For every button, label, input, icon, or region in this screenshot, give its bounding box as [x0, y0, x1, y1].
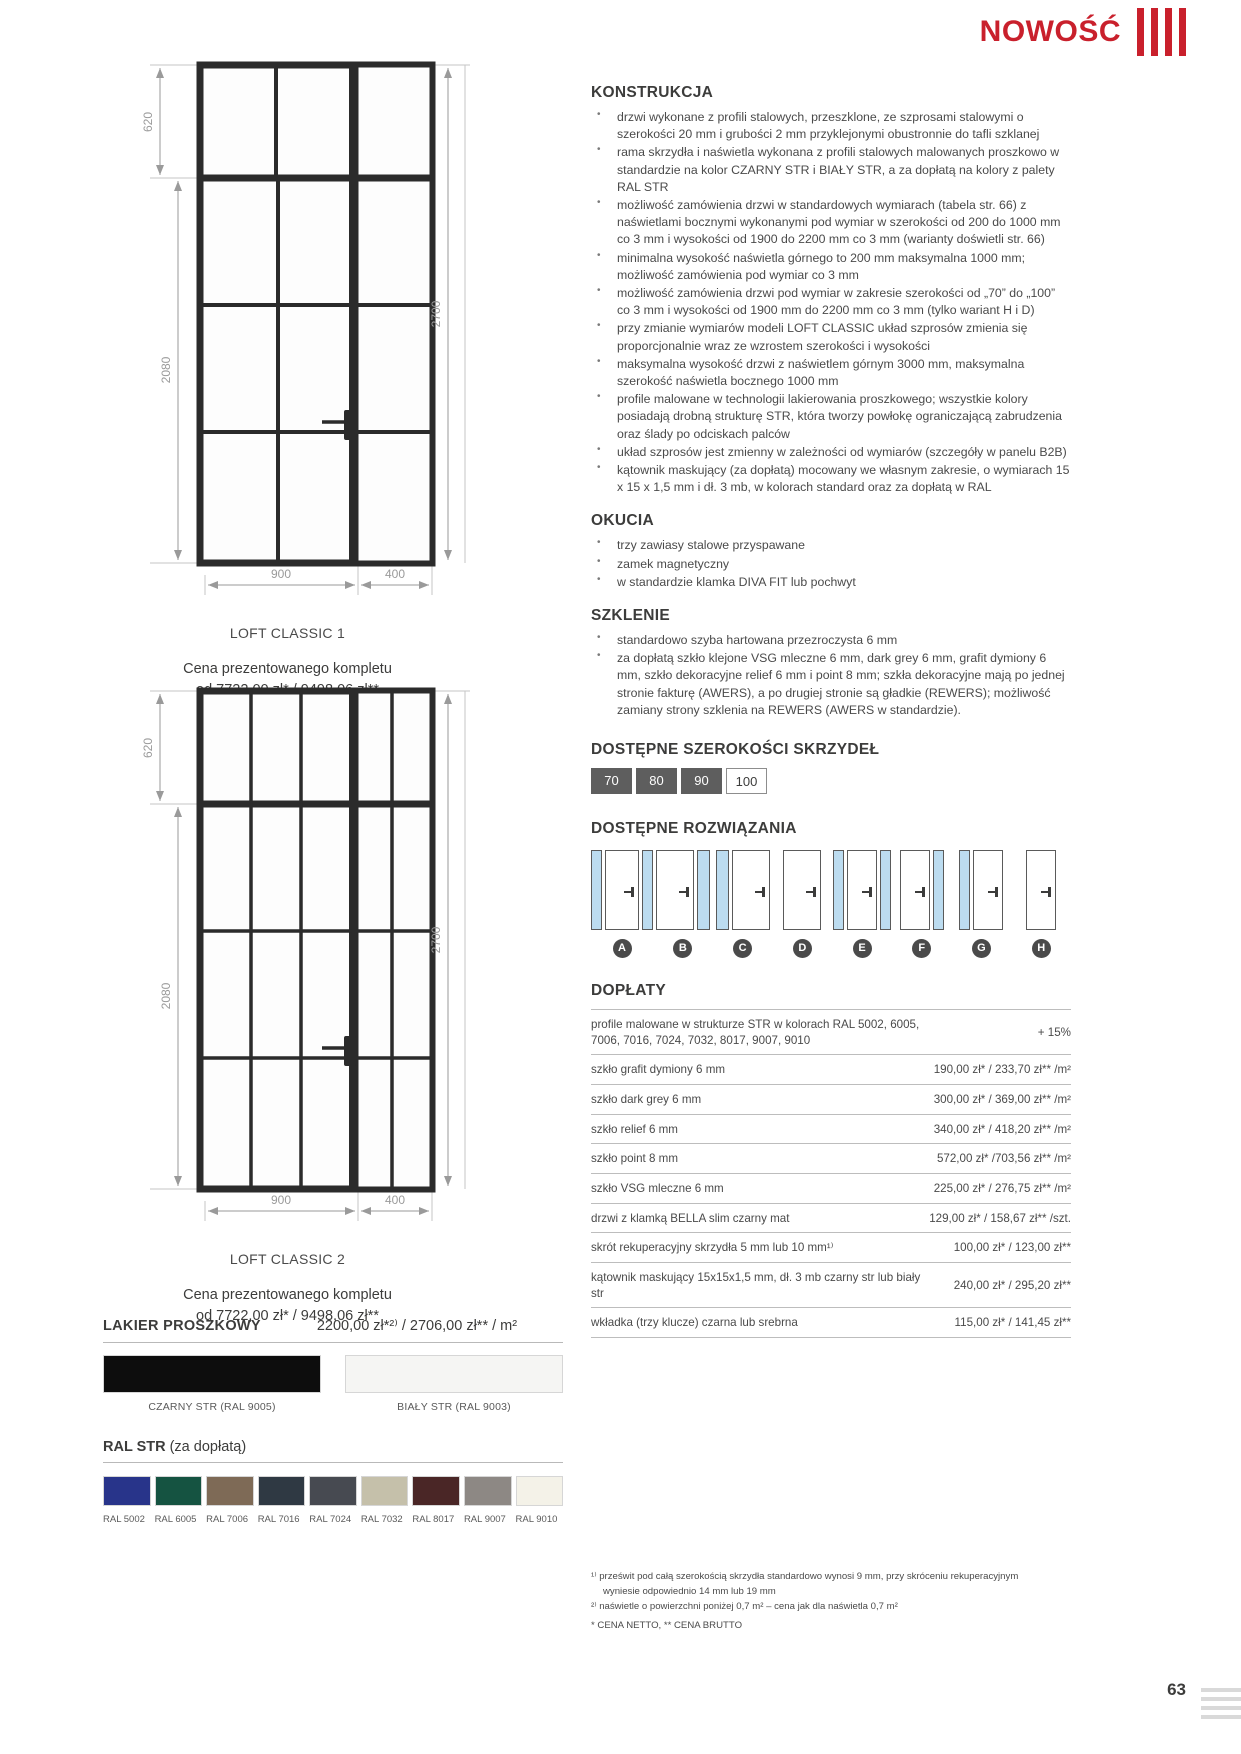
dim-total-2: 2700 — [429, 926, 443, 954]
solution-A[interactable] — [591, 850, 653, 958]
glass-panel — [933, 850, 944, 930]
swatch-item — [103, 1355, 321, 1413]
footnote-1: ¹⁾ prześwit pod całą szerokością skrzydła standardowo wynosi 9 mm, przy skróceniu rekuperacyjnym — [591, 1571, 1019, 1582]
door-leaf — [900, 850, 930, 930]
corner-bars-decor — [1201, 1688, 1241, 1724]
ral-label-9007: RAL 9007 — [463, 1514, 506, 1525]
solution-C-diagram — [713, 850, 773, 930]
doplaty-label: profile malowane w strukturze STR w kolorach RAL 5002, 6005, 7006, 7016, 7024, 7032, 8017, 9007, 9010 — [591, 1010, 929, 1055]
okucia-heading: OKUCIA — [591, 512, 654, 530]
solution-D-diagram — [772, 850, 832, 930]
solution-G[interactable] — [952, 850, 1012, 958]
dim-wside-1: 400 — [384, 567, 406, 581]
solution-letter-F: F — [912, 939, 931, 958]
doplaty-label: drzwi z klamką BELLA slim czarny mat — [591, 1203, 929, 1233]
ral-item — [206, 1476, 254, 1525]
solutions-heading: DOSTĘPNE ROZWIĄZANIA — [591, 820, 797, 838]
ral-chip-9010[interactable] — [516, 1476, 564, 1506]
table-row — [591, 1233, 1071, 1263]
dim-mid-1: 2080 — [159, 356, 173, 384]
glass-panel — [833, 850, 844, 930]
ral-item — [464, 1476, 512, 1525]
doplaty-heading: DOPŁATY — [591, 982, 667, 1000]
list-item: • za dopłatą szkło klejone VSG mleczne 6 mm, dark grey 6 mm, grafit dymiony 6 mm, szkło dekoracyjne relief 6 mm i point 8 mm; szkła dekoracyjne mają po jednej stronie fakturę (AWERS), a po drugiej stronie są gładkie (REWERS); możliwość zamiany strony szklenia na REWERS (AWERS w standardzie). — [591, 650, 1071, 719]
doplaty-value: 572,00 zł* /703,56 zł** /m² — [929, 1144, 1071, 1174]
table-row — [591, 1173, 1071, 1203]
solution-letter-C: C — [733, 939, 752, 958]
table-row — [591, 1308, 1071, 1338]
ral-swatch-row — [103, 1476, 563, 1525]
dim-wside-2: 400 — [384, 1193, 406, 1207]
lakier-price: 2200,00 zł*²⁾ / 2706,00 zł** / m² — [316, 1318, 518, 1334]
width-chip-100[interactable]: 100 — [726, 768, 767, 794]
table-row — [591, 1055, 1071, 1085]
doplaty-label: szkło VSG mleczne 6 mm — [591, 1173, 929, 1203]
door-leaf — [1026, 850, 1056, 930]
ral-label-9010: RAL 9010 — [515, 1514, 558, 1525]
solution-letter-A: A — [613, 939, 632, 958]
list-item: • w standardzie klamka DIVA FIT lub pochwyt — [591, 574, 1071, 591]
lakier-proszkowy-section — [103, 1318, 563, 1525]
ral-chip-7024[interactable] — [309, 1476, 357, 1506]
solutions-row — [591, 850, 1071, 958]
solution-G-diagram — [952, 850, 1012, 930]
doplaty-value: 225,00 zł* / 276,75 zł** /m² — [929, 1173, 1071, 1203]
nowosc-label: NOWOŚĆ — [979, 15, 1121, 48]
solution-F[interactable] — [892, 850, 952, 958]
ral-label-6005: RAL 6005 — [154, 1514, 197, 1525]
solution-C[interactable] — [713, 850, 773, 958]
table-row — [591, 1144, 1071, 1174]
solution-letter-B: B — [673, 939, 692, 958]
ral-chip-7032[interactable] — [361, 1476, 409, 1506]
ral-label-5002: RAL 5002 — [103, 1514, 145, 1525]
ral-item — [258, 1476, 306, 1525]
list-item: • minimalna wysokość naświetla górnego to 200 mm maksymalna 1000 mm; możliwość zamówienia pod wymiar co 3 mm — [591, 250, 1071, 284]
door-block-2 — [0, 676, 575, 1327]
szklenie-list — [591, 632, 1071, 719]
door-illustrations — [0, 50, 575, 1327]
footnote-cena: * CENA NETTO, ** CENA BRUTTO — [591, 1619, 743, 1631]
solution-B[interactable] — [653, 850, 713, 958]
width-chip-90[interactable]: 90 — [681, 768, 722, 794]
ral-item — [412, 1476, 460, 1525]
ral-str-title-bold: RAL STR — [103, 1439, 166, 1455]
solution-E[interactable] — [832, 850, 892, 958]
doplaty-label: wkładka (trzy klucze) czarna lub srebrna — [591, 1308, 929, 1338]
ral-label-8017: RAL 8017 — [412, 1514, 455, 1525]
dim-top-2: 620 — [141, 737, 155, 759]
ral-chip-7016[interactable] — [258, 1476, 306, 1506]
door-leaf — [847, 850, 877, 930]
ral-item — [309, 1476, 357, 1525]
swatch-item — [345, 1355, 563, 1413]
list-item: • przy zmianie wymiarów modeli LOFT CLASSIC układ szprosów zmienia się proporcjonalnie wraz ze wzrostem szerokości i wysokości — [591, 320, 1071, 354]
page-number: 63 — [1167, 1680, 1186, 1699]
dim-mid-2: 2080 — [159, 982, 173, 1010]
dim-wleaf-2: 900 — [270, 1193, 292, 1207]
ral-chip-9007[interactable] — [464, 1476, 512, 1506]
dim-wleaf-1: 900 — [270, 567, 292, 581]
door-block-1 — [0, 50, 575, 677]
list-item: • rama skrzydła i naświetla wykonana z profili stalowych malowanych proszkowo w standardzie na kolor CZARNY STR i BIAŁY STR, a za dopłatą na kolory z palety RAL STR — [591, 144, 1071, 196]
door-leaf — [605, 850, 638, 930]
table-row — [591, 1010, 1071, 1055]
solution-letter-E: E — [853, 939, 872, 958]
doplaty-value: 240,00 zł* / 295,20 zł** — [929, 1262, 1071, 1307]
ral-chip-7006[interactable] — [206, 1476, 254, 1506]
door-leaf — [973, 850, 1003, 930]
dim-total-1: 2700 — [429, 300, 443, 328]
width-chip-80[interactable]: 80 — [636, 768, 677, 794]
door-leaf — [656, 850, 694, 930]
doplaty-label: szkło grafit dymiony 6 mm — [591, 1055, 929, 1085]
footnote-2: ²⁾ naświetle o powierzchni poniżej 0,7 m² – cena jak dla naświetla 0,7 m² — [591, 1600, 898, 1612]
doplaty-value: 300,00 zł* / 369,00 zł** /m² — [929, 1085, 1071, 1115]
ral-item — [516, 1476, 564, 1525]
doplaty-label: kątownik maskujący 15x15x1,5 mm, dł. 3 mb czarny str lub biały str — [591, 1262, 929, 1307]
okucia-list — [591, 537, 1071, 591]
door-leaf — [783, 850, 821, 930]
footnotes — [591, 1570, 1061, 1634]
solution-letter-H: H — [1032, 939, 1051, 958]
ral-chip-6005[interactable] — [155, 1476, 203, 1506]
door-leaf — [732, 850, 770, 930]
nowosc-bars-icon — [1137, 8, 1186, 56]
ral-chip-8017[interactable] — [412, 1476, 460, 1506]
doplaty-value: 115,00 zł* / 141,45 zł** — [929, 1308, 1071, 1338]
konstrukcja-heading: KONSTRUKCJA — [591, 84, 714, 101]
table-row — [591, 1262, 1071, 1307]
list-item: • maksymalna wysokość drzwi z naświetlem górnym 3000 mm, maksymalna szerokość naświetla bocznego 1000 mm — [591, 356, 1071, 390]
lakier-header — [103, 1318, 563, 1334]
widths-row — [591, 768, 1071, 794]
ral-label-7032: RAL 7032 — [360, 1514, 403, 1525]
door-diagram-1 — [0, 50, 575, 610]
list-item: • drzwi wykonane z profili stalowych, przeszklone, ze szprosami stalowymi o szerokości 20 mm i grubości 2 mm przyklejonymi obustronnie do tafli szklanej — [591, 109, 1071, 143]
swatch-chip-czarny[interactable] — [103, 1355, 321, 1393]
glass-panel — [642, 850, 653, 930]
doplaty-value: 340,00 zł* / 418,20 zł** /m² — [929, 1114, 1071, 1144]
specifications-column — [591, 84, 1071, 1338]
table-row — [591, 1085, 1071, 1115]
door-model-1: LOFT CLASSIC 1 — [229, 625, 346, 641]
ral-str-title-rest: (za dopłatą) — [165, 1439, 247, 1455]
door-model-2: LOFT CLASSIC 2 — [229, 1251, 346, 1267]
swatch-label-czarny: CZARNY STR (RAL 9005) — [148, 1401, 276, 1413]
solution-F-diagram — [892, 850, 952, 930]
doplaty-label: szkło relief 6 mm — [591, 1114, 929, 1144]
doplaty-value: + 15% — [929, 1010, 1071, 1055]
door-price-2-line1: Cena prezentowanego kompletu — [183, 1287, 392, 1303]
list-item: • zamek magnetyczny — [591, 556, 1071, 573]
ral-label-7006: RAL 7006 — [206, 1514, 249, 1525]
ral-item — [155, 1476, 203, 1525]
solution-letter-G: G — [972, 939, 991, 958]
doplaty-label: szkło point 8 mm — [591, 1144, 929, 1174]
standard-swatches — [103, 1355, 563, 1413]
doplaty-value: 100,00 zł* / 123,00 zł** — [929, 1233, 1071, 1263]
table-row — [591, 1114, 1071, 1144]
list-item: • możliwość zamówienia drzwi pod wymiar w zakresie szerokości od „70” do „100” co 3 mm i wysokości od 1900 mm do 2200 mm co 3 mm (tylko wariant H i D) — [591, 285, 1071, 319]
ral-chip-5002[interactable] — [103, 1476, 151, 1506]
list-item: • układ szprosów jest zmienny w zależności od wymiarów (szczegóły w panelu B2B) — [591, 444, 1071, 461]
doplaty-value: 190,00 zł* / 233,70 zł** /m² — [929, 1055, 1071, 1085]
ral-str-title — [103, 1439, 563, 1455]
solution-letter-D: D — [793, 939, 812, 958]
solution-B-diagram — [653, 850, 713, 930]
table-row — [591, 1203, 1071, 1233]
solution-D[interactable] — [772, 850, 832, 958]
list-item: • profile malowane w technologii lakierowania proszkowego; wszystkie kolory posiadają drobną strukturę STR, która tworzy powłokę ograniczającą zabrudzenia oraz ślady po odciskach palców — [591, 391, 1071, 443]
swatch-label-bialy: BIAŁY STR (RAL 9003) — [397, 1401, 511, 1413]
glass-panel — [716, 850, 729, 930]
glass-panel — [880, 850, 891, 930]
swatch-chip-bialy[interactable] — [345, 1355, 563, 1393]
ral-item — [361, 1476, 409, 1525]
doplaty-table — [591, 1009, 1071, 1338]
list-item: • trzy zawiasy stalowe przyspawane — [591, 537, 1071, 554]
door-diagram-2 — [0, 676, 575, 1236]
doplaty-label: szkło dark grey 6 mm — [591, 1085, 929, 1115]
konstrukcja-list — [591, 109, 1071, 496]
solution-H-diagram — [1011, 850, 1071, 930]
solution-H[interactable] — [1011, 850, 1071, 958]
ral-label-7016: RAL 7016 — [257, 1514, 300, 1525]
nowosc-badge — [980, 8, 1186, 56]
ral-item — [103, 1476, 151, 1525]
doplaty-label: skrót rekuperacyjny skrzydła 5 mm lub 10 mm¹⁾ — [591, 1233, 929, 1263]
solution-A-diagram — [591, 850, 653, 930]
list-item: • standardowo szyba hartowana przezroczysta 6 mm — [591, 632, 1071, 649]
widths-heading: DOSTĘPNE SZEROKOŚCI SKRZYDEŁ — [591, 741, 880, 759]
dim-top-1: 620 — [141, 111, 155, 133]
width-chip-70[interactable]: 70 — [591, 768, 632, 794]
glass-panel — [959, 850, 970, 930]
list-item: • kątownik maskujący (za dopłatą) mocowany we własnym zakresie, o wymiarach 15 x 15 x 1,5 mm i dł. 3 mb, w kolorach standard oraz za dopłatą w RAL — [591, 462, 1071, 496]
glass-panel — [591, 850, 602, 930]
glass-panel — [697, 850, 710, 930]
ral-str-divider — [103, 1462, 563, 1463]
footnote-1b: wyniesie odpowiednio 14 mm lub 19 mm — [603, 1585, 776, 1597]
lakier-title: LAKIER PROSZKOWY — [103, 1318, 261, 1334]
ral-label-7024: RAL 7024 — [309, 1514, 352, 1525]
doplaty-value: 129,00 zł* / 158,67 zł** /szt. — [929, 1203, 1071, 1233]
door-price-2-line2: od 7722,00 zł* / 9498,06 zł** — [196, 1308, 379, 1325]
list-item: • możliwość zamówienia drzwi w standardowych wymiarach (tabela str. 66) z naświetlami bocznymi wykonanymi pod wymiar w szerokości od 200 do 1000 mm co 3 mm i wysokości od 1900 do 2200 mm co 3 mm (warianty doświetli str. 66) — [591, 197, 1071, 249]
door-price-1-line1: Cena prezentowanego kompletu — [183, 661, 392, 677]
solution-E-diagram — [832, 850, 892, 930]
lakier-divider — [103, 1342, 563, 1343]
szklenie-heading: SZKLENIE — [591, 607, 671, 625]
